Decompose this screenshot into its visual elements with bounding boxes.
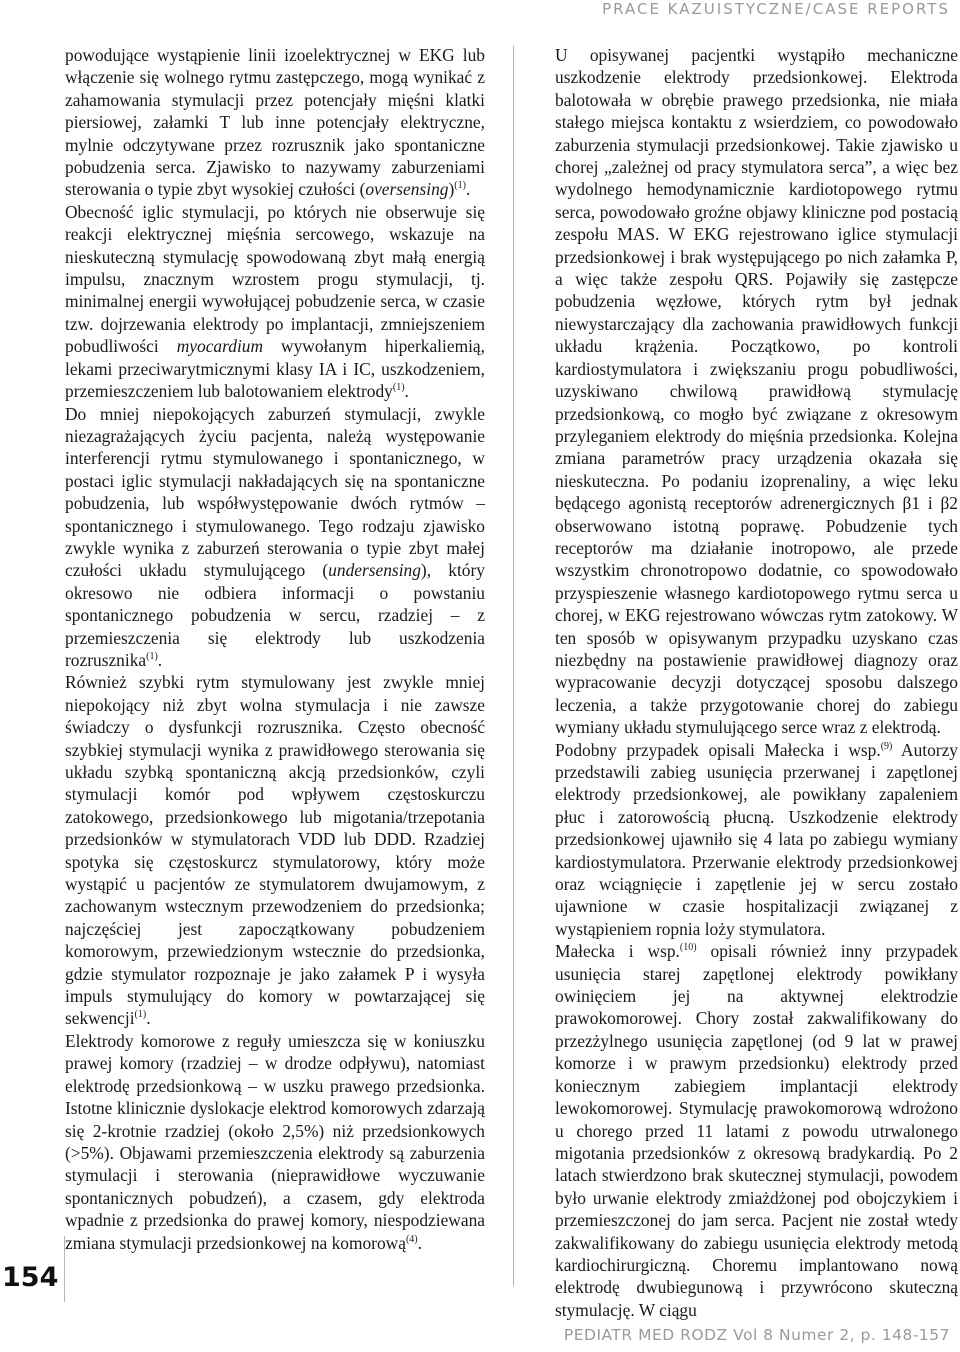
journal-citation-footer: PEDIATR MED RODZ Vol 8 Numer 2, p. 148-157 — [563, 1326, 950, 1344]
paragraph: Elektrody komorowe z reguły umieszcza się w koniuszku prawej komory (rzadziej – w drodze odpływu), natomiast elektrodę przedsionkową – w uszku prawego przedsionka. Istotne klinicznie dyslokacje elektrod komorowych zdarzają się 2-krotnie rzadziej (około 2,5%) niż przedsionkowych (>5%). Objawami przemieszczenia elektrody są zaburzenia stymulacji i sterowania (nieprawidłowe wyczuwanie spontanicznych pobudzeń), a czasem, gdy elektroda wpadnie z przedsionka do prawej komory, niespodziewana zmiana stymulacji przedsionkowej na komorową$^{(4)}$. — [65, 1030, 485, 1253]
paragraph: Do mniej niepokojących zaburzeń stymulacji, zwykle niezagrażających życiu pacjenta, należą występowanie interferencji rytmu stymulowanego i spontanicznego, w postaci iglic stymulacji nakładających się na spontaniczne pobudzenia, lub współwystępowanie dwóch rytmów – spontanicznego i stymulowanego. Tego rodzaju zjawisko zwykle wynika z zaburzeń sterowania o typie zbyt małej czułości układu stymulującego (undersensing), który okresowo nie odbiera informacji o powstaniu spontanicznego pobudzenia w sercu, rzadziej – z przemieszczenia się elektrody lub uszkodzenia rozrusznika$^{(1)}$. — [65, 403, 485, 670]
citation-ref: (1) — [146, 650, 158, 662]
left-column — [65, 44, 485, 1254]
citation-ref: (9) — [880, 740, 893, 752]
paragraph: U opisywanej pacjentki wystąpiło mechaniczne uszkodzenie elektrody przedsionkowej. Elektroda balotowała w obrębie prawego przedsionka, nie miała stałego miejsca kontaktu z wsierdziem, co powodowało zaburzenia stymulacji przedsionkowej. Takie zjawisko u chorej „zależnej od pracy stymulatora serca”, a więc bez wydolnego hemodynamicznie kardiotopowego rytmu serca, powodowało groźne objawy kliniczne pod postacią zespołu MAS. W EKG rejestrowano iglice stymulacji przedsionkowej i brak występującego po nich załamka P, a więc także zespołu QRS. Pojawiły się zastępcze pobudzenia węzłowe, których rytm był jednak niewystarczający dla zachowania prawidłowych funkcji układu krążenia. Początkowo, po kontroli kardiostymulatora i zwiększaniu progu pobudliwości, uzyskiwano chwilową prawidłową stymulację przedsionkową, co mogło być związane z okresowym przyleganiem elektrody do mięśnia przedsionka. Kolejna zmiana parametrów pracy urządzenia okazała się nieskuteczna. Po podaniu izoprenaliny, a więc leku będącego agonistą receptorów adrenergicznych β1 i β2 obserwowano istotną poprawę. Pobudzenie tych receptorów ma działanie inotropowo, ale przede wszystkim chronotropowo dodatnie, co spowodowało przyspieszenie własnego kardiotopowego rytmu serca u chorej, w EKG rejestrowano wówczas rytm zatokowy. W ten sposób w opisywanym przypadku uzyskano czas niezbędny na postawienie prawidłowej diagnozy oraz wypracowanie decyzji dotyczącej sposobu dalszego leczenia, a także przygotowanie chorej do zabiegu wymiany układu stymulującego serce wraz z elektrodą. — [555, 45, 958, 738]
page-number-rule — [64, 1236, 65, 1302]
running-header: PRACE KAZUISTYCZNE/CASE REPORTS — [602, 0, 950, 18]
citation-ref: (1) — [454, 180, 466, 192]
paragraph: Obecność iglic stymulacji, po których nie obserwuje się reakcji elektrycznej mięśnia sercowego, wskazuje na nieskuteczną stymulację spowodowaną zbyt małą energią impulsu, znacznym wzrostem progu stymulacji, tj. minimalnej energii wywołującej pobudzenie serca, w czasie tzw. dojrzewania elektrody po implantacji, zmniejszeniem pobudliwości myocardium wywołanym hiperkaliemią, lekami przeciwarytmicznymi klasy IA i IC, uszkodzeniem, przemieszczeniem lub balotowaniem elektrody$^{(1)}$. — [65, 201, 485, 402]
column-divider — [513, 46, 514, 1286]
paragraph: powodujące wystąpienie linii izoelektrycznej w EKG lub włączenie się wolnego rytmu zastępczego, mogą wynikać z zahamowania stymulacji przez potencjały mięśni klatki piersiowej, załamki T lub inne potencjały elektryczne, mylnie odczytywane przez rozrusznik jako spontaniczne pobudzenia serca. Zjawisko to nazywamy zaburzeniami sterowania o typie zbyt wysokiej czułości (oversensing)$^{(1)}$. — [65, 45, 485, 200]
paragraph: Małecka i wsp.$^{(10)}$ opisali również inny przypadek usunięcia starej zapętlonej elektrody powikłany owinięciem jej na aktywnej elektrodzie prawokomorowej. Chory został zakwalifikowany do przezżylnego usunięcia zapętlonej (od 9 lat w prawej komorze i w prawym przedsionku) elektrody przed koniecznym zabiegiem implantacji elektrody lewokomorowej. Stymulację prawokomorową wdrożono u chorego przed 11 latami z powodu utrwalonego migotania przedsionków z okresową bradykardią. Po 2 latach stwierdzono brak skutecznej stymulacji, powodem było urwanie elektrody zmiażdżonej pod obojczykiem i przemieszczonej do jam serca. Pacjent nie został wtedy zakwalifikowany do zabiegu usunięcia elektrody metodą kardiochirurgiczną. Choremu implantowano nową elektrodę dwubiegunową i przywrócono skuteczną stymulację. W ciągu — [555, 941, 959, 1320]
citation-ref: (10) — [679, 942, 697, 954]
paragraph: Podobny przypadek opisali Małecka i wsp.$^{(9)}$ Autorzy przedstawili zabieg usunięcia przerwanej i zapętlonej elektrody przedsionkowej, ale powikłany zapaleniem płuc i zatorowością płucną. Uszkodzenie elektrody przedsionkowej ujawniło się 4 lata po zabiegu wymiany kardiostymulatora. Przerwanie elektrody przedsionkowej oraz wciągnięcie i zapętlenie jej w sercu zostało ujawnione w czasie hospitalizacji związanej z wystąpieniem ropnia loży stymulatora. — [555, 739, 958, 939]
page-number: 154 — [2, 1262, 59, 1293]
citation-ref: (4) — [405, 1233, 418, 1245]
citation-ref: (1) — [134, 1009, 147, 1021]
paragraph: Również szybki rytm stymulowany jest zwykle mniej niepokojący niż zbyt wolna stymulacja i nie zawsze świadczy o dysfunkcji rozrusznika. Często obecność szybkiej stymulacji wynika z prawidłowego sterowania się układu szybką spontaniczną akcją przedsionków, czyli stymulacji komór pod wpływem częstoskurczu zatokowego, przedsionkowego lub migotania/trzepotania przedsionków w stymulatorach VDD lub DDD. Rzadziej spotyka się częstoskurcz stymulatorowy, który może wystąpić u pacjentów ze stymulatorem dwujamowym, z zachowanym wstecznym przewodzeniem do przedsionka; najczęściej jest zapoczątkowany pobudzeniem komorowym, przewiedzionym wstecznie do przedsionka, gdzie stymulator rozpoznaje je jako załamek P i wysyła impuls stymulujący do komory w powtarzającej się sekwencji$^{(1)}$. — [65, 672, 485, 1029]
citation-ref: (1) — [392, 382, 405, 394]
right-column — [555, 44, 958, 1321]
